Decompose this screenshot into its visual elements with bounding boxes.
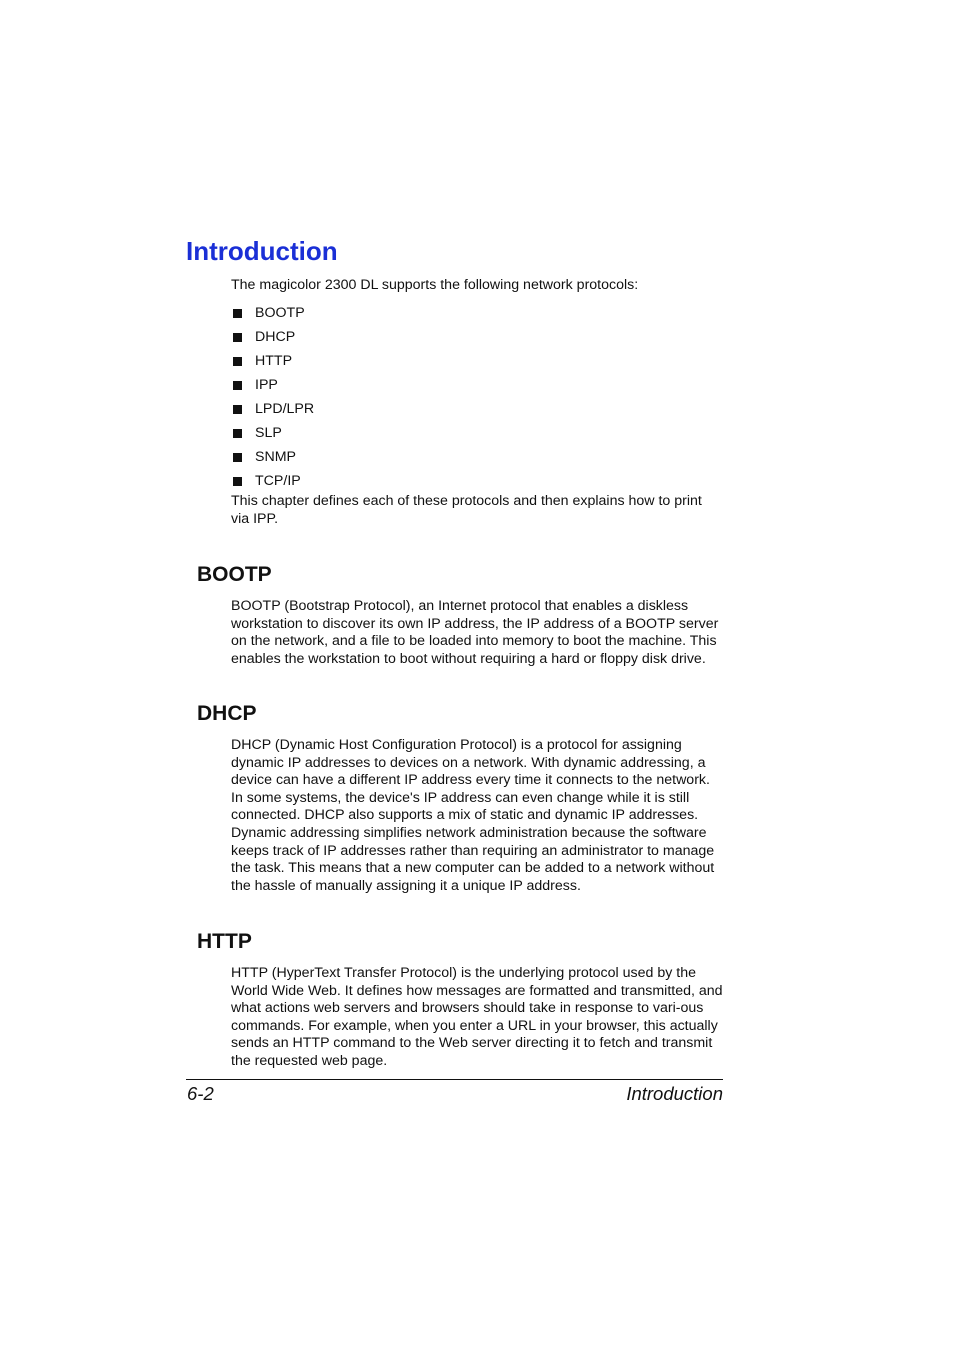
intro-paragraph: The magicolor 2300 DL supports the following network protocols: xyxy=(231,277,639,293)
square-bullet-icon xyxy=(233,333,242,342)
square-bullet-icon xyxy=(233,381,242,390)
protocol-list xyxy=(231,301,314,493)
footer-divider xyxy=(186,1079,723,1080)
section-heading-http: HTTP xyxy=(197,930,252,953)
list-item xyxy=(231,325,314,349)
section-text-bootp: BOOTP (Bootstrap Protocol), an Internet protocol that enables a diskless workstation to discover its own IP address, the IP address of a BOOTP server on the network, and a file to be loaded into memory to boot the machine. This enables the workstation to boot without requiring a hard or floppy disk drive. xyxy=(231,598,719,667)
list-item-label: LPD/LPR xyxy=(255,400,315,417)
section-text-dhcp: DHCP (Dynamic Host Configuration Protocol) is a protocol for assigning dynamic IP addresses to devices on a network. With dynamic addressing, a device can have a different IP address every time it connects to the network. In some systems, the device's IP address can even change while it is still connected. DHCP also supports a mix of static and dynamic IP addresses. Dynamic addressing simplifies network administration because the software keeps track of IP addresses rather than requiring an administrator to manage the task. This means that a new computer can be added to a network without the hassle of manually assigning it a unique IP address. xyxy=(231,737,715,894)
footer-page-number: 6-2 xyxy=(187,1083,214,1104)
list-item xyxy=(231,421,314,445)
square-bullet-icon xyxy=(233,477,242,486)
list-item xyxy=(231,397,314,421)
footer-chapter-title: Introduction xyxy=(626,1083,723,1104)
list-item xyxy=(231,373,314,397)
list-item-label: SNMP xyxy=(255,448,296,465)
list-item-label: IPP xyxy=(255,376,278,393)
square-bullet-icon xyxy=(233,429,242,438)
page-title: Introduction xyxy=(186,236,338,266)
square-bullet-icon xyxy=(233,405,242,414)
list-item xyxy=(231,349,314,373)
list-item xyxy=(231,301,314,325)
list-item-label: SLP xyxy=(255,424,282,441)
list-item xyxy=(231,445,314,469)
section-heading-bootp: BOOTP xyxy=(197,563,272,586)
list-item-label: DHCP xyxy=(255,328,296,345)
list-item xyxy=(231,469,314,493)
list-item-label: BOOTP xyxy=(255,304,305,321)
list-item-label: HTTP xyxy=(255,352,293,369)
list-item-label: TCP/IP xyxy=(255,472,301,489)
outro-paragraph: This chapter defines each of these protocols and then explains how to print via IPP. xyxy=(231,493,702,527)
square-bullet-icon xyxy=(233,309,242,318)
section-heading-dhcp: DHCP xyxy=(197,702,257,725)
section-text-http: HTTP (HyperText Transfer Protocol) is the underlying protocol used by the World Wide Web. It defines how messages are formatted and transmitted, and what actions web servers and browsers should take in response to vari-ous commands. For example, when you enter a URL in your browser, this actually sends an HTTP command to the Web server directing it to fetch and transmit the requested web page. xyxy=(231,965,723,1069)
square-bullet-icon xyxy=(233,357,242,366)
square-bullet-icon xyxy=(233,453,242,462)
